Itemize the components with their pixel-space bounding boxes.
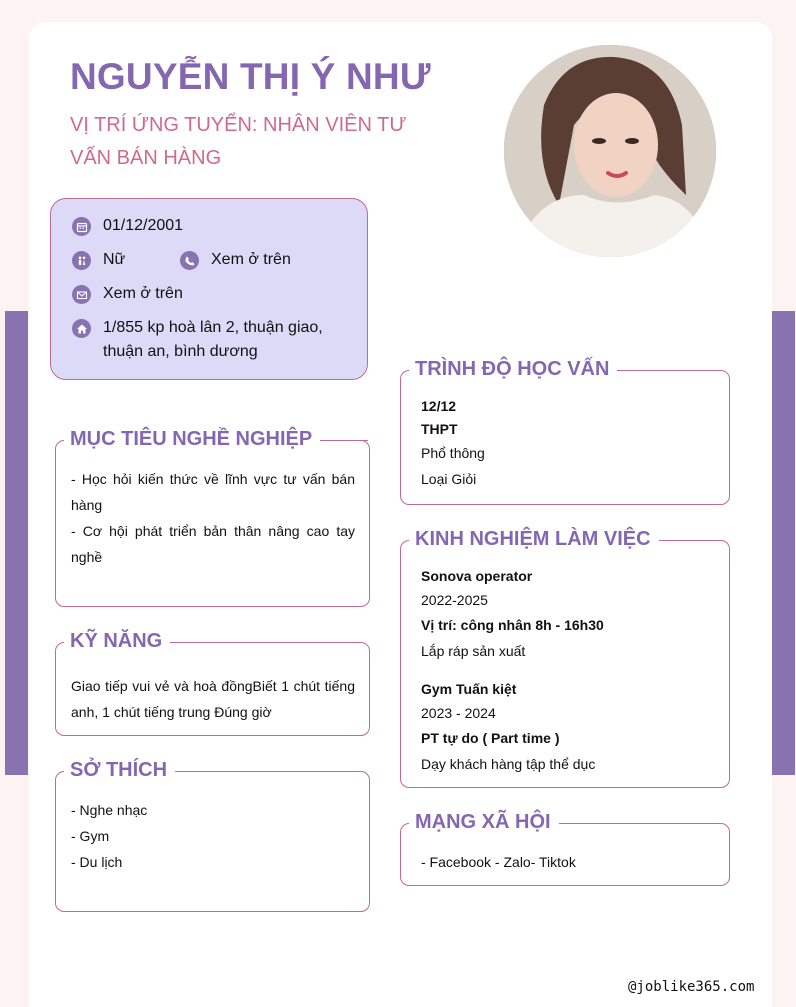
objective-title-line [312,440,368,441]
left-decor-band [5,311,28,775]
hobby-item: - Gym [71,828,110,844]
address-value: 1/855 kp hoà lân 2, thuận giao, thuận an, bình dương [103,319,323,360]
profile-photo [504,45,716,257]
job-company: Gym Tuấn kiệt [421,681,517,697]
birthday-row [72,216,183,238]
job-role: PT tự do ( Part time ) [421,730,560,746]
education-level: Phổ thông [421,445,485,461]
social-text: - Facebook - Zalo- Tiktok [421,854,576,870]
calendar-icon [72,217,91,236]
skills-text: Giao tiếp vui vẻ và hoà đồngBiết 1 chút tiếng anh, 1 chút tiếng trung Đúng giờ [71,678,355,720]
gender-value: Nữ [103,251,126,268]
right-decor-band [772,311,795,775]
phone-icon [180,251,199,270]
job-desc: Lắp ráp sản xuất [421,643,526,659]
job-period: 2022-2025 [421,592,488,608]
education-title: TRÌNH ĐỘ HỌC VẤN [409,358,617,381]
email-row [72,284,183,306]
job-company: Sonova operator [421,568,533,584]
hobby-item: - Nghe nhạc [71,802,148,818]
hobbies-title: SỞ THÍCH [64,759,175,782]
education-text [421,394,485,492]
birthday-value: 01/12/2001 [103,217,184,234]
experience-job-2 [421,677,595,777]
skills-title: KỸ NĂNG [64,630,170,653]
job-role: Vị trí: công nhân 8h - 16h30 [421,617,604,633]
education-grade: 12/12 [421,398,457,414]
hobby-item: - Du lịch [71,854,123,870]
objective-title: MỤC TIÊU NGHỀ NGHIỆP [64,428,320,451]
home-icon [72,319,91,338]
gender-row [72,250,125,272]
candidate-name: NGUYỄN THỊ Ý NHƯ [70,56,431,97]
applied-position: VỊ TRÍ ỨNG TUYỂN: NHÂN VIÊN TƯ VẤN BÁN HÀNG [70,114,407,169]
objective-line: - Học hỏi kiến thức về lĩnh vực tư vấn bán hàng [71,471,355,513]
education-school: THPT [421,421,458,437]
address-row [72,318,352,364]
phone-row [180,250,291,272]
hobbies-list [71,797,147,875]
watermark-text: @joblike365.com [628,979,755,995]
gender-icon [72,251,91,270]
phone-value: Xem ở trên [211,251,291,268]
social-title: MẠNG XÃ HỘI [409,811,559,834]
experience-job-1 [421,564,604,664]
email-value: Xem ở trên [103,285,183,302]
job-period: 2023 - 2024 [421,705,496,721]
objective-line: - Cơ hội phát triển bản thân nâng cao tay nghề [71,523,355,565]
mail-icon [72,285,91,304]
job-desc: Dạy khách hàng tập thể dục [421,756,596,772]
experience-title: KINH NGHIỆM LÀM VIỆC [409,528,659,551]
education-rank: Loại Giỏi [421,471,477,487]
objective-text [71,466,355,570]
